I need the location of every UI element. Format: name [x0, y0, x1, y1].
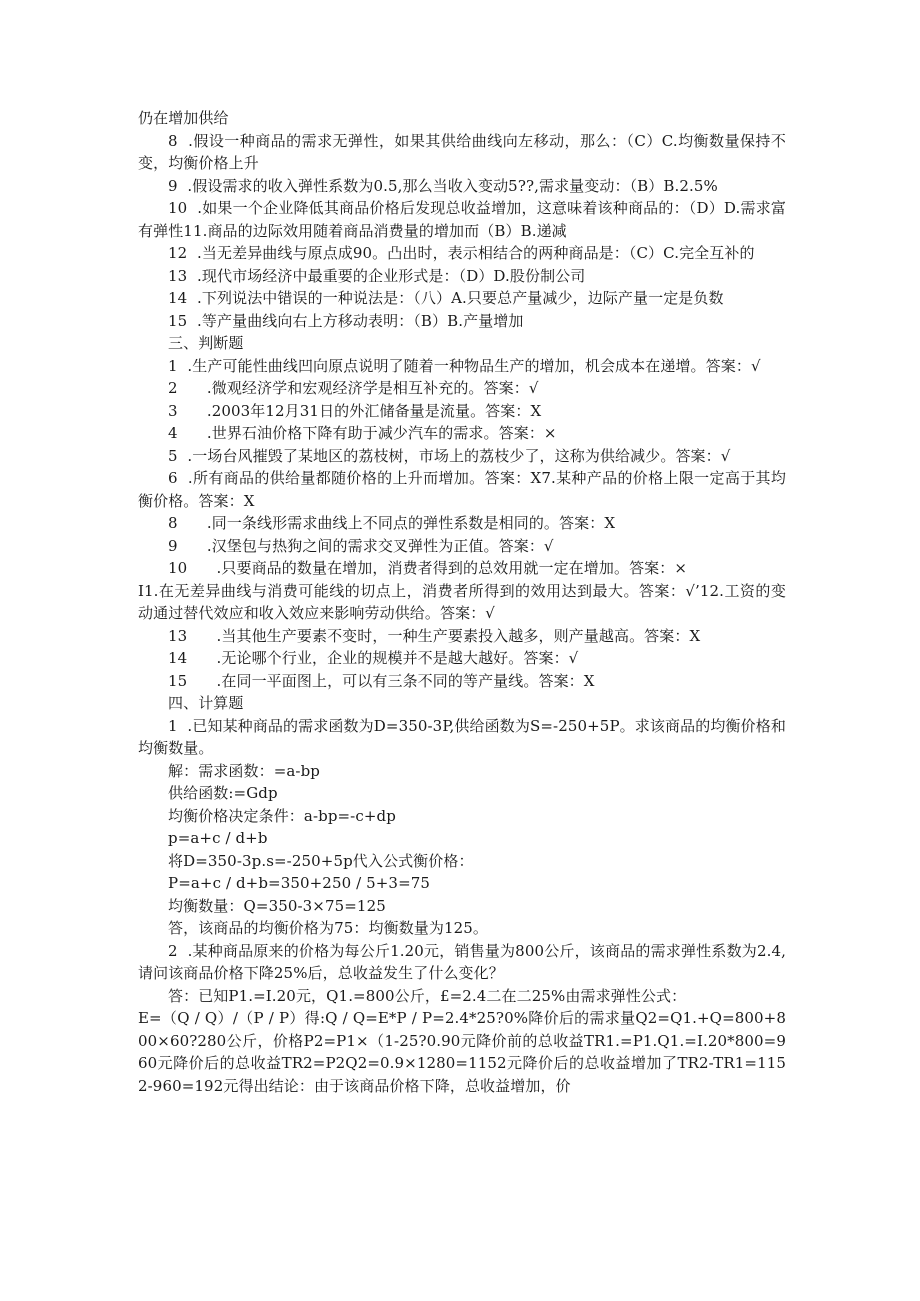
- paragraph: 15 .等产量曲线向右上方移动表明：（B）B.产量增加: [168, 311, 524, 330]
- paragraph: 答：已知P1.=I.20元，Q1.=800公斤，£=2.4二在二25%由需求弹性公式：: [168, 986, 687, 1005]
- paragraph: 1 .生产可能性曲线凹向原点说明了随着一种物品生产的增加，机会成本在递增。答案：√: [168, 356, 761, 375]
- paragraph: 2 .微观经济学和宏观经济学是相互补充的。答案：√: [168, 379, 539, 397]
- paragraph: 解：需求函数：=a-bp: [168, 761, 320, 780]
- paragraph: 14 .无论哪个行业，企业的规模并不是越大越好。答案：√: [168, 649, 579, 667]
- paragraph: 将D=350-3p.s=-250+5p代入公式衡价格：: [168, 851, 474, 870]
- paragraph: 10 .如果一个企业降低其商品价格后发现总收益增加，这意味着该种商品的：（D）D.需求富有弹性11.商品的边际效用随着商品消费量的增加而（B）B.递减: [138, 199, 786, 240]
- paragraph: 供给函数:=Gdp: [168, 784, 278, 802]
- document-body: [138, 107, 786, 1097]
- paragraph: 8 .假设一种商品的需求无弹性，如果其供给曲线向左移动，那么：（C）C.均衡数量保持不变，均衡价格上升: [138, 131, 786, 172]
- paragraph: 10 .只要商品的数量在增加，消费者得到的总效用就一定在增加。答案：×: [168, 559, 688, 577]
- paragraph: 9 .汉堡包与热狗之间的需求交叉弹性为正值。答案：√: [168, 536, 554, 555]
- paragraph: p=a+c / d+b: [168, 829, 268, 847]
- paragraph: 4 .世界石油价格下降有助于减少汽车的需求。答案：×: [168, 424, 557, 442]
- paragraph: I1.在无差异曲线与消费可能线的切点上，消费者所得到的效用达到最大。答案：√’12.工资的变动通过替代效应和收入效应来影响劳动供给。答案：√: [138, 581, 786, 622]
- paragraph: 2 .某种商品原来的价格为每公斤1.20元，销售量为800公斤，该商品的需求弹性系数为2.4,请问该商品价格下降25%后，总收益发生了什么变化？: [138, 941, 786, 982]
- paragraph: 1 .已知某种商品的需求函数为D=350-3P,供给函数为S=-250+5P。求该商品的均衡价格和均衡数量。: [138, 716, 786, 757]
- paragraph: 13 .当其他生产要素不变时，一种生产要素投入越多，则产量越高。答案：X: [168, 626, 701, 645]
- paragraph: 8 .同一条线形需求曲线上不同点的弹性系数是相同的。答案：X: [168, 514, 616, 532]
- paragraph: 6 .所有商品的供给量都随价格的上升而增加。答案：X7.某种产品的价格上限一定高于其均衡价格。答案：X: [138, 469, 786, 510]
- paragraph: 9 .假设需求的收入弹性系数为0.5,那么当收入变动5??,需求量变动：（B）B.2.5%: [168, 176, 718, 195]
- paragraph: 四、计算题: [168, 694, 244, 712]
- paragraph: 均衡数量：Q=350-3×75=125: [168, 896, 386, 915]
- paragraph: 13 .现代市场经济中最重要的企业形式是：（D）D.股份制公司: [168, 266, 586, 285]
- paragraph: 5 .一场台风摧毁了某地区的荔枝树，市场上的荔枝少了，这称为供给减少。答案：√: [168, 446, 731, 465]
- paragraph: 12 .当无差异曲线与原点成90。凸出时，表示相结合的两种商品是：（C）C.完全互补的: [168, 244, 755, 262]
- paragraph: 15 .在同一平面图上，可以有三条不同的等产量线。答案：X: [168, 671, 595, 690]
- paragraph: 均衡价格决定条件：a-bp=-c+dp: [168, 806, 396, 825]
- paragraph: P=a+c / d+b=350+250 / 5+3=75: [168, 874, 431, 892]
- paragraph: 答，该商品的均衡价格为75：均衡数量为125。: [168, 919, 489, 937]
- paragraph: 3 .2003年12月31日的外汇储备量是流量。答案：X: [168, 401, 542, 420]
- paragraph: 14 .下列说法中错误的一种说法是：（八）A.只要总产量减少，边际产量一定是负数: [168, 289, 724, 307]
- paragraph: 三、判断题: [168, 334, 244, 352]
- paragraph: 仍在增加供给: [138, 109, 229, 127]
- paragraph: E=（Q / Q）/（P / P）得:Q / Q=E*P / P=2.4*25?0%降价后的需求量Q2=Q1.+Q=800+800×60?280公斤，价格P2=P1×（1-25?0.90元降价前的总收益TR1.=P1.Q1.=I.20*800=960元降价后的总收益TR2=P2Q2=0.9×1280=1152元降价后的总收益增加了TR2-TR1=1152-960=192元得出结论：由于该商品价格下降，总收益增加，价: [138, 1009, 786, 1095]
